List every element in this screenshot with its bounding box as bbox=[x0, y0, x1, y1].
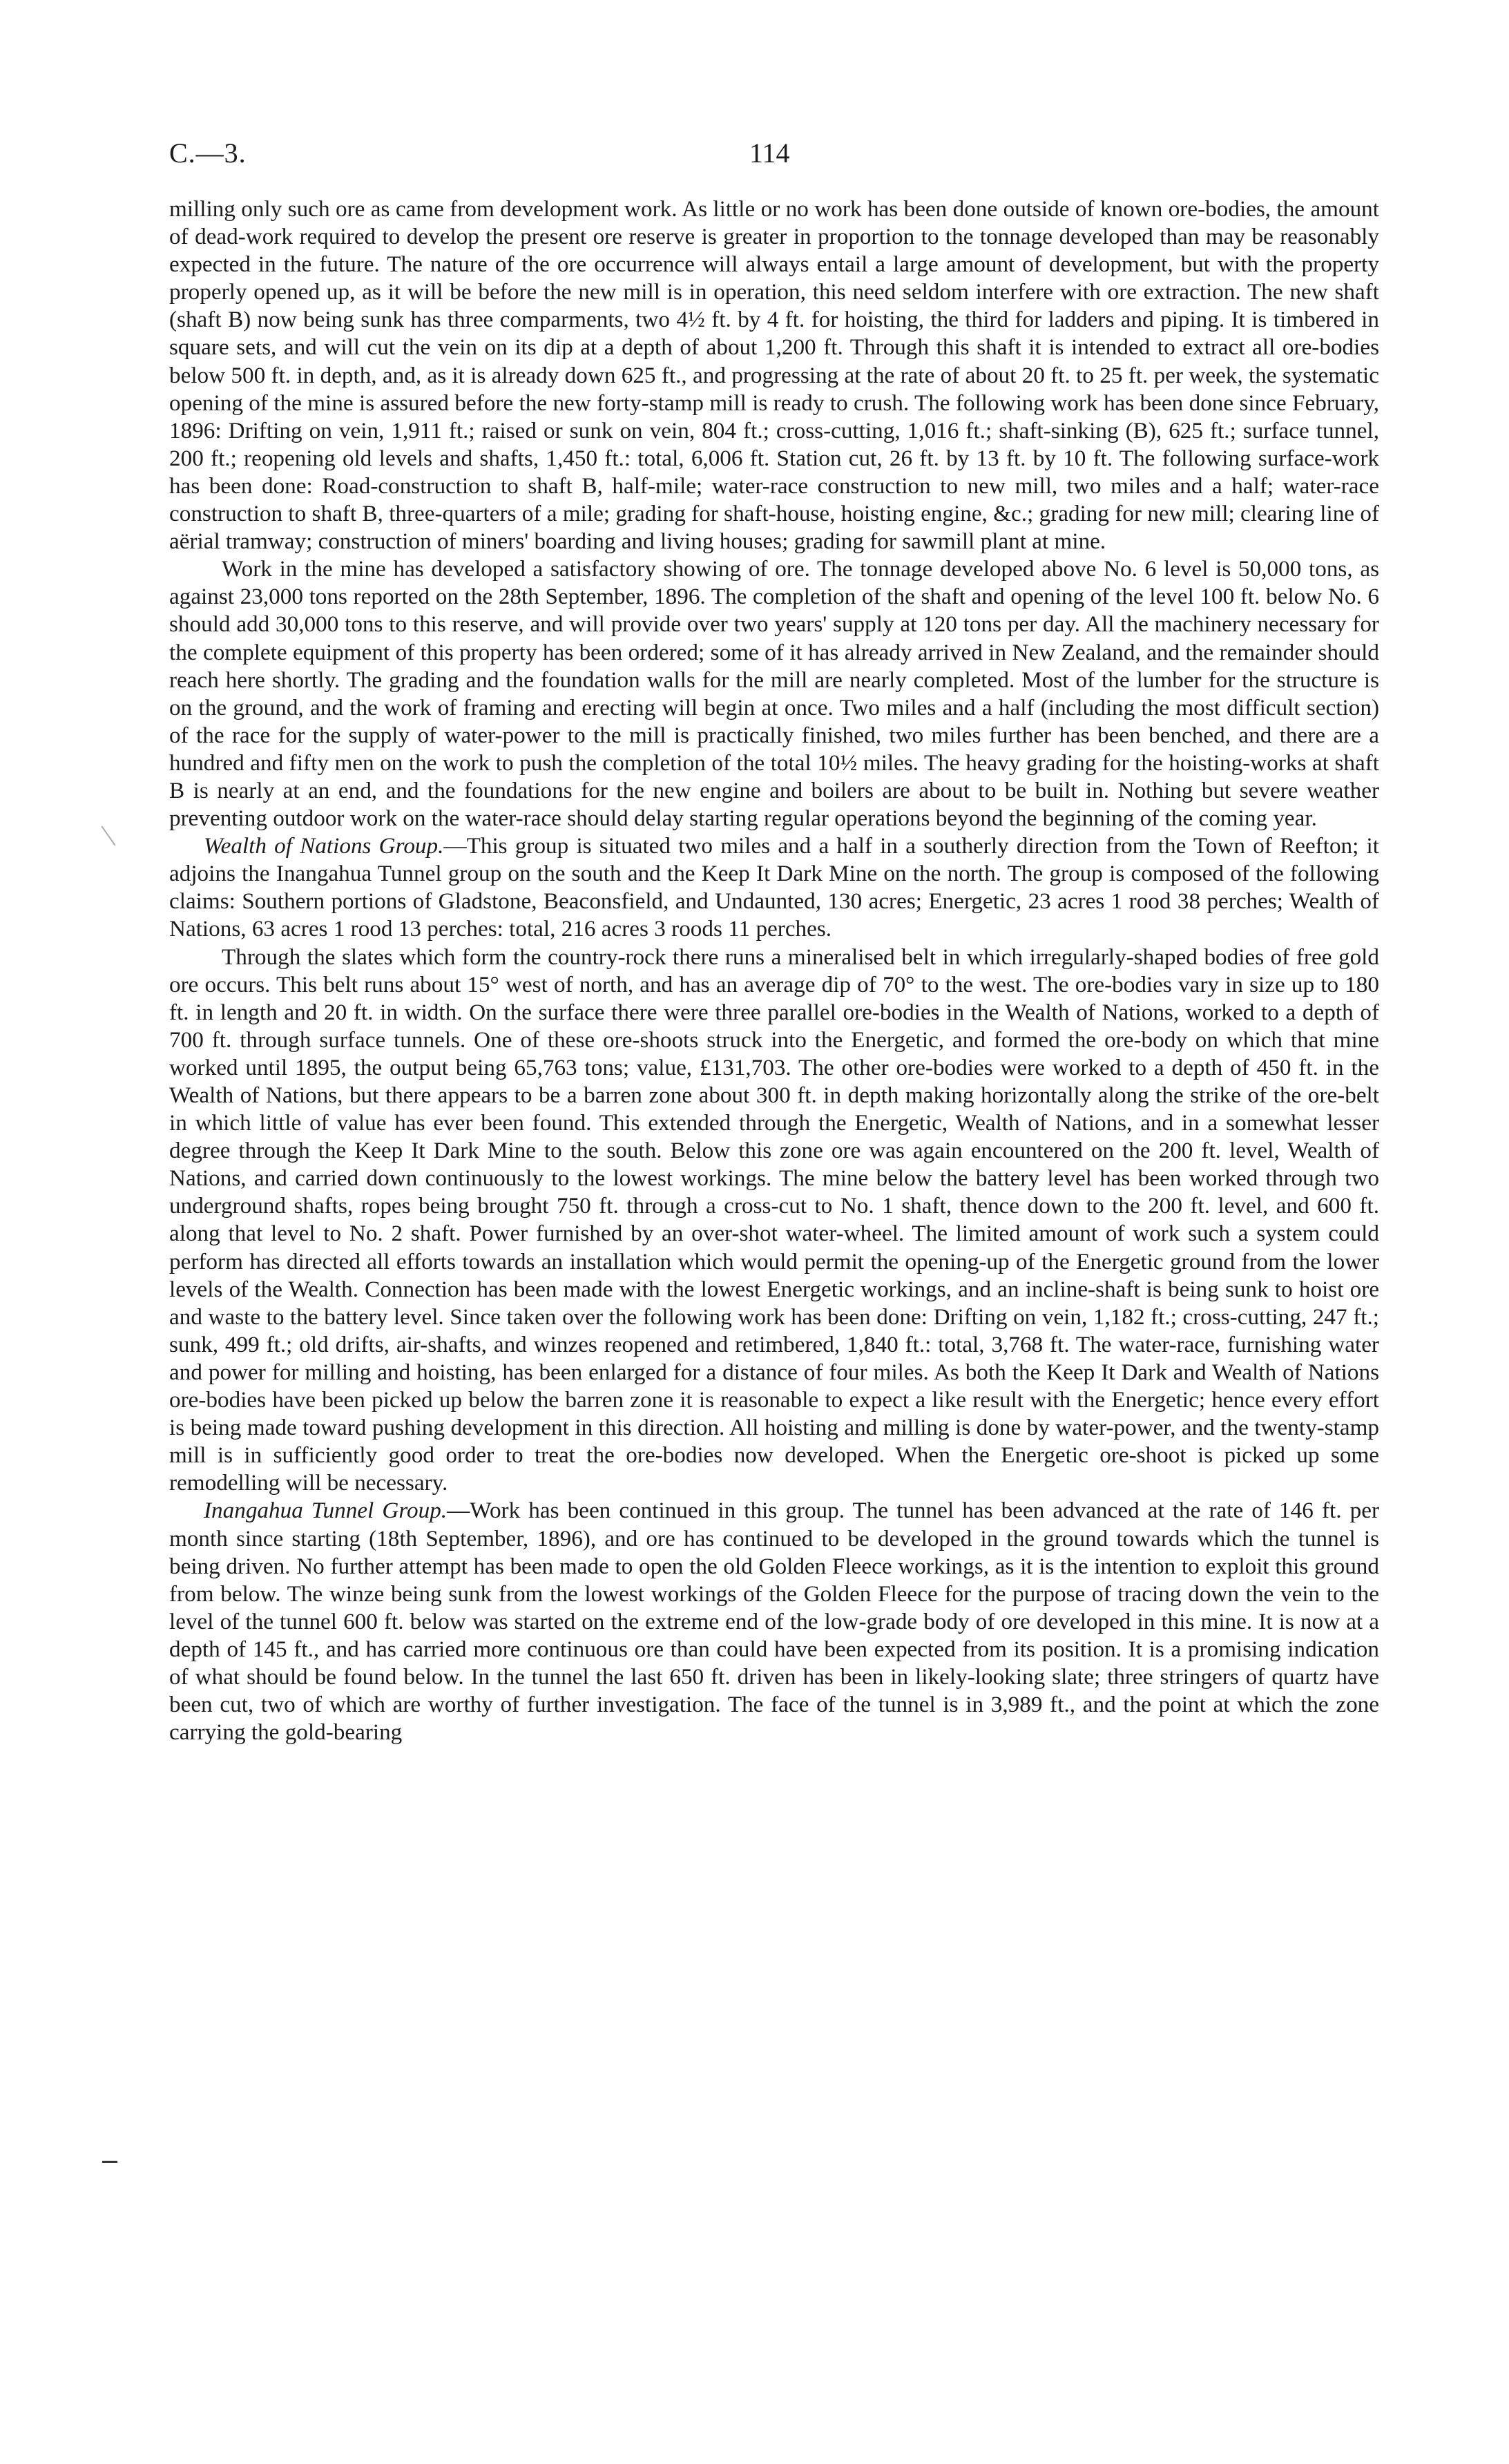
paragraph-text: —Work has been continued in this group. The tunnel has been advanced at the rate of 146 ft. per month since starting (18th September, 1896), and ore has continued to be developed in the ground towards which the tunnel is being driven. No further attempt has been made to open the old Golden Fleece workings, as it is the intention to exploit this ground from below. The winze being sunk from the lowest workings of the Golden Fleece for the purpose of tracing down the vein to the level of the tunnel 600 ft. below was started on the extreme end of the low-grade body of ore developed in this mine. It is now at a depth of 145 ft., and has carried more continuous ore than could have been expected from its position. It is a promising indication of what should be found below. In the tunnel the last 650 ft. driven has been in likely-looking slate; three stringers of quartz have been cut, two of which are worthy of further investigation. The face of the tunnel is in 3,989 ft., and the point at which the zone carrying the gold-bearing bbox=[169, 1498, 1379, 1746]
paragraph-mineralised-belt: Through the slates which form the country-rock there runs a mineralised belt in which irregularly-shaped bodies of free gold ore occurs. This belt runs about 15° west of north, and has an average dip of 70° to the west. The ore-bodies vary in size up to 180 ft. in length and 20 ft. in width. On the surface there were three parallel ore-bodies in the Wealth of Nations, worked to a depth of 700 ft. through surface tunnels. One of these ore-shoots struck into the Energetic, and formed the ore-body on which that mine worked until 1895, the output being 65,763 tons; value, £131,703. The other ore-bodies were worked to a depth of 450 ft. in the Wealth of Nations, but there appears to be a barren zone about 300 ft. in depth making horizontally along the strike of the ore-belt in which little of value has ever been found. This extended through the Energetic, Wealth of Nations, and in a somewhat lesser degree through the Keep It Dark Mine to the south. Below this zone ore was again encountered on the 200 ft. level, Wealth of Nations, and carried down continuously to the lowest workings. The mine below the battery level has been worked through two underground shafts, ropes being brought 750 ft. through a cross-cut to No. 1 shaft, thence down to the 200 ft. level, and 600 ft. along that level to No. 2 shaft. Power furnished by an over-shot water-wheel. The limited amount of work such a system could perform has directed all efforts towards an installation which would permit the opening-up of the Energetic ground from the lower levels of the Wealth. Connection has been made with the lowest Energetic workings, and an incline-shaft is being sunk to hoist ore and waste to the battery level. Since taken over the following work has been done: Drifting on vein, 1,182 ft.; cross-cutting, 247 ft.; sunk, 499 ft.; old drifts, air-shafts, and winzes reopened and retimbered, 1,840 ft.: total, 3,768 ft. The water-race, furnishing water and power for milling and hoisting, has been enlarged for a distance of four miles. As both the Keep It Dark and Wealth of Nations ore-bodies have been picked up below the barren zone it is reasonable to expect a like result with the Energetic; hence every effort is being made toward pushing development in this direction. All hoisting and milling is done by water-power, and the twenty-stamp mill is in sufficiently good order to treat the ore-bodies now developed. When the Energetic ore-shoot is picked up some remodelling will be necessary. bbox=[169, 944, 1379, 1496]
section-heading-inangahua-tunnel: Inangahua Tunnel Group. bbox=[204, 1498, 448, 1524]
margin-dash-mark bbox=[102, 2161, 117, 2163]
paragraph-text: —This group is situated two miles and a half in a southerly direction from the Town of Reefton; it adjoins the Inangahua Tunnel group on the south and the Keep It Dark Mine on the north. The group is composed of the following claims: Southern portions of Gladstone, Beaconsfield, and Undaunted, 130 acres; Energetic, 23 acres 1 rood 38 perches; Wealth of Nations, 63 acres 1 rood 13 perches: total, 216 acres 3 roods 11 perches. bbox=[169, 833, 1379, 942]
paragraph-inangahua-tunnel bbox=[169, 1497, 1379, 1746]
section-heading-wealth-of-nations: Wealth of Nations Group. bbox=[204, 833, 444, 859]
body-text bbox=[169, 195, 1379, 1746]
document-reference: C.—3. bbox=[169, 137, 247, 169]
paragraph-wealth-of-nations bbox=[169, 832, 1379, 943]
paragraph-ore-tonnage: Work in the mine has developed a satisfactory showing of ore. The tonnage developed above No. 6 level is 50,000 tons, as against 23,000 tons reported on the 28th September, 1896. The completion of the shaft and opening of the level 100 ft. below No. 6 should add 30,000 tons to this reserve, and will provide over two years' supply at 120 tons per day. All the machinery necessary for the complete equipment of this property has been ordered; some of it has already arrived in New Zealand, and the remainder should reach here shortly. The grading and the foundation walls for the mill are nearly completed. Most of the lumber for the structure is on the ground, and the work of framing and erecting will begin at once. Two miles and a half (including the most difficult section) of the race for the supply of water-power to the mill is practically finished, two miles further has been benched, and there are a hundred and fifty men on the work to push the completion of the total 10½ miles. The heavy grading for the hoisting-works at shaft B is nearly at an end, and the foundations for the new engine and boilers are about to be built in. Nothing but severe weather preventing outdoor work on the water-race should delay starting regular operations beyond the beginning of the coming year. bbox=[169, 556, 1379, 832]
margin-pencil-mark bbox=[101, 826, 115, 846]
page-number: 114 bbox=[749, 137, 790, 169]
paragraph-mine-development: milling only such ore as came from development work. As little or no work has been done outside of known ore-bodies, the amount of dead-work required to develop the present ore reserve is greater in proportion to the tonnage developed than may be reasonably expected in the future. The nature of the ore occurrence will always entail a large amount of development, but with the property properly opened up, as it will be before the new mill is in operation, this need seldom interfere with ore extraction. The new shaft (shaft B) now being sunk has three comparments, two 4½ ft. by 4 ft. for hoisting, the third for ladders and piping. It is timbered in square sets, and will cut the vein on its dip at a depth of about 1,200 ft. Through this shaft it is intended to extract all ore-bodies below 500 ft. in depth, and, as it is already down 625 ft., and progressing at the rate of about 20 ft. to 25 ft. per week, the systematic opening of the mine is assured before the new forty-stamp mill is ready to crush. The following work has been done since February, 1896: Drifting on vein, 1,911 ft.; raised or sunk on vein, 804 ft.; cross-cutting, 1,016 ft.; shaft-sinking (B), 625 ft.; surface tunnel, 200 ft.; reopening old levels and shafts, 1,450 ft.: total, 6,006 ft. Station cut, 26 ft. by 13 ft. by 10 ft. The following surface-work has been done: Road-construction to shaft B, half-mile; water-race construction to new mill, two miles and a half; water-race construction to shaft B, three-quarters of a mile; grading for shaft-house, hoisting engine, &c.; grading for new mill; clearing line of aërial tramway; construction of miners' boarding and living houses; grading for sawmill plant at mine. bbox=[169, 196, 1379, 555]
